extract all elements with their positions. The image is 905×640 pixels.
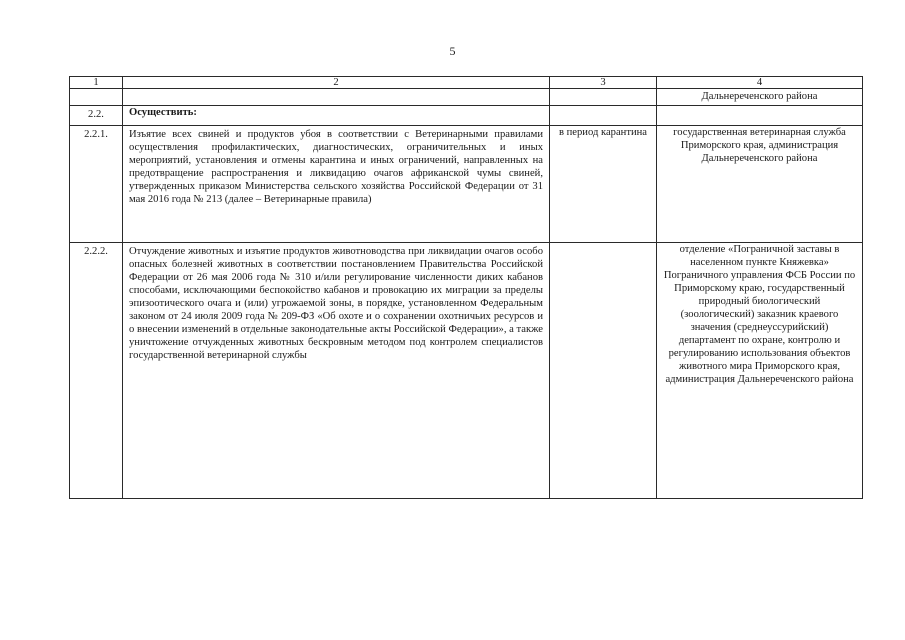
- section-responsible: [657, 106, 863, 126]
- column-number-2: 2: [123, 77, 550, 89]
- section-row: [70, 106, 863, 126]
- page-number: 5: [449, 44, 456, 58]
- section-number: 2.2.: [70, 106, 123, 126]
- column-number-4: 4: [657, 77, 863, 89]
- row-action-text: Отчуждение животных и изъятие продуктов животноводства при ликвидации очагов особо опасных болезней животных в соответствии постановлением Правительства Российской Федерации от 26 мая 2006 года № 310 и/или регулирование численности диких кабанов способами, исключающими беспокойство кабанов и провокацию их миграции за пределы эпизоотического очага и (или) угрожаемой зоны, в порядке, установленном Федеральным законом от 24 июля 2009 года № 209-ФЗ «Об охоте и о сохранении охотничьих ресурсов и о внесении изменений в отдельные законодательные акты Российской Федерации», а также уничтожение отчужденных животных бескровным методом под контролем специалистов государственной ветеринарной службы: [129, 246, 543, 361]
- continuation-row: [70, 89, 863, 106]
- continuation-responsible: Дальнереченского района: [657, 89, 863, 106]
- row-term: [550, 243, 657, 499]
- row-action: [123, 126, 550, 243]
- continuation-cell-1: [70, 89, 123, 106]
- row-term: в период карантина: [550, 126, 657, 243]
- table-row: [70, 126, 863, 243]
- row-action: [123, 243, 550, 499]
- section-title: Осуществить:: [123, 106, 550, 126]
- row-number: 2.2.2.: [70, 243, 123, 499]
- continuation-cell-3: [550, 89, 657, 106]
- section-term: [550, 106, 657, 126]
- continuation-cell-2: [123, 89, 550, 106]
- column-number-row: [70, 77, 863, 89]
- row-action-text: Изъятие всех свиней и продуктов убоя в соответствии с Ветеринарными правилами осуществления профилактических, диагностических, ограничительных и иных мероприятий, установления и отмены карантина и иных ограничений, направленных на предотвращение распространения и ликвидацию очагов африканской чумы свиней, утвержденных приказом Министерства сельского хозяйства Российской Федерации от 31 мая 2016 года № 213 (далее – Ветеринарные правила): [129, 129, 543, 205]
- row-responsible: отделение «Пограничной заставы в населенном пункте Княжевка» Пограничного управления ФСБ России по Приморскому краю, государственный природный биологический (зоологический) заказник краевого значения (среднеуссурийский) департамент по охране, контролю и регулированию использования объектов животного мира Приморского края, администрация Дальнереченского района: [657, 243, 863, 499]
- table-row: [70, 243, 863, 499]
- column-number-1: 1: [70, 77, 123, 89]
- row-number: 2.2.1.: [70, 126, 123, 243]
- row-responsible: государственная ветеринарная служба Приморского края, администрация Дальнереченского района: [657, 126, 863, 243]
- measures-table: [69, 76, 863, 499]
- column-number-3: 3: [550, 77, 657, 89]
